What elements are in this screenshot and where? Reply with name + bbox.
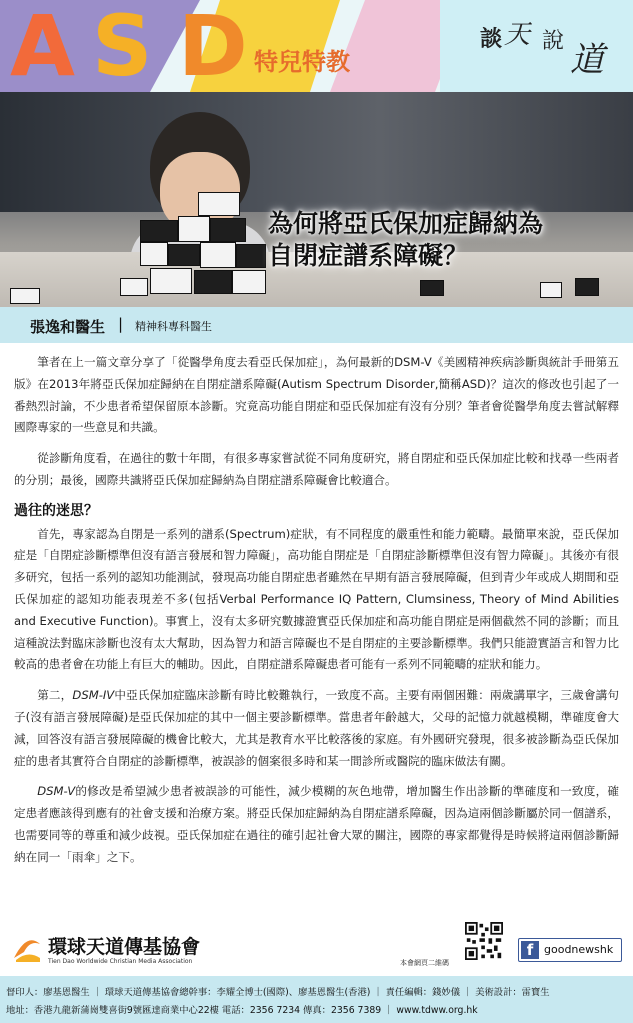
author-role: 精神科專科醫生 [135,320,212,333]
paragraph-4-prefix: 第二， [37,688,73,703]
article-title-line-2: 自閉症譜系障礙？ [268,241,469,270]
organization-name-chinese: 環球天道傳基協會 [48,936,201,958]
asd-letter-a: A [10,0,76,92]
toy-block [140,220,178,242]
qr-code-icon[interactable] [465,922,503,960]
brand-char-2: 天 [504,20,531,50]
logo-mark-icon [10,930,44,964]
toy-block [194,270,232,294]
organization-name-english: Tien Dao Worldwide Christian Media Association [48,958,193,965]
credits-bar [0,976,633,1023]
header-banner [0,0,633,92]
author-bar [0,307,633,343]
article-title-line-1: 為何將亞氏保加症歸納為 [268,209,544,238]
toy-block [575,278,599,296]
toy-block [540,282,562,298]
paragraph-4-text: 中亞氏保加症臨床診斷有時比較難執行，一致度不高。主要有兩個困難：兩歲講單字，三歲會講句子(沒有語言發展障礙)是亞氏保加症的其中一個主要診斷標準。當患者年齡越大，父母的記憶力就越模糊，準確度會大減，回答沒有語言發展障礙的機會比較大，尤其是教育水平比較落後的家庭。有外國研究發現，很多被診斷為亞氏保加症的患者其實符合自閉症的診斷標準，被誤診的個案很多時和某一間診所或醫院的臨床做法有關。 [14,688,619,768]
paragraph-3: 首先，專家認為自閉是一系列的譜系(Spectrum)症狀，有不同程度的嚴重性和能力範疇。最簡單來說，亞氏保加症是「自閉症診斷標準但沒有語言發展和智力障礙」，高功能自閉症是「自閉症診斷標準但沒有智力障礙」。其後亦有很多研究，包括一系列的認知功能測試，發現高功能自閉症患者雖然在早期有語言發展障礙，但到青少年或成人期間和亞氏保加症的認知功能表現差不多(包括Verbal Performance IQ Pattern, Clumsiness, Theory of Mind Abilities and Executive Function)。事實上，沒有太多研究數據證實亞氏保加症和高功能自閉症是兩個截然不同的診斷；而且這種說法對臨床診斷也沒有太大幫助，因為智力和語言障礙也不是自閉症的主要診斷標準。我們只能證實語言和智力比較高的患者會在功能上有巨大的輔助。因此，自閉症譜系障礙患者可能有一系列不同範疇的症狀和能力。 [14,526,619,672]
toy-block [198,192,240,216]
toy-block [178,216,210,242]
toy-block [168,244,200,266]
paragraph-1: 筆者在上一篇文章分享了「從醫學角度去看亞氏保加症」，為何最新的DSM-V《美國精神疾病診斷與統計手冊第五版》在2013年將亞氏保加症歸納在自閉症譜系障礙(Autism Spectrum Disorder,簡稱ASD)？這次的修改也引起了一番熱烈討論，不少患者希望保留原本診斷。究竟高功能自閉症和亞氏保加症有沒有分別？筆者會從醫學角度去嘗試解釋國際專家的一些意見和共識。 [14,355,619,435]
brand-char-4: 道 [570,40,604,80]
brand-logo [480,14,620,78]
section-heading: 過往的迷思？ [14,502,98,519]
author-separator: | [118,315,124,333]
toy-block [120,278,148,296]
paragraph-4 [14,685,619,772]
contact-line: 地址：香港九龍新蒲崗雙喜街9號匯達商業中心22樓 電話：2356 7234 傳真：2356 7389 ｜ www.tdww.org.hk [6,1005,478,1016]
toy-block [200,242,236,268]
facebook-handle: goodnewshk [544,943,614,956]
paragraph-5-text: 的修改是希望減少患者被誤診的可能性，減少模糊的灰色地帶，增加醫生作出診斷的準確度和一致度，確定患者應該得到應有的社會支援和治療方案。將亞氏保加症歸納為自閉症譜系障礙，因為這兩個診斷屬於同一個譜系，也需要同等的尊重和減少歧視。亞氏保加症在過往的確引起社會大眾的關注，國際的專家都覺得是時候將這兩個診斷歸納在同一「雨傘」之下。 [14,784,619,864]
facebook-link[interactable] [518,938,622,962]
asd-letter-s: S [92,0,153,92]
column-tagline: 特兒特教 [254,48,350,76]
footer-logos [0,920,633,975]
asd-letter-d: D [178,0,248,92]
article-body [14,352,619,878]
toy-block [420,280,444,296]
toy-block [236,244,266,268]
hero-background [0,92,633,212]
paragraph-5 [14,781,619,868]
hero-photo [0,92,633,307]
article-title [268,208,543,272]
paragraph-2: 從診斷角度看，在過往的數十年間，有很多專家嘗試從不同角度研究，將自閉症和亞氏保加症比較和找尋一些兩者的分別；最後，國際共識將亞氏保加症歸納為自閉症譜系障礙會比較適合。 [14,451,619,487]
toy-block [232,270,266,294]
qr-code-label: 本會網頁二維碼 [400,959,449,967]
toy-block [140,242,168,266]
author-name: 張逸和醫生 [30,318,106,336]
brand-char-1: 談 [480,27,503,52]
toy-block [210,218,246,242]
credits-line: 督印人：廖基恩醫生 ｜ 環球天道傳基協會總幹事：李耀全博士(國際)、廖基恩醫生(香港) ｜ 責任編輯：錢妙儀 ｜ 美術設計：雷寶生 [6,987,550,998]
toy-block [150,268,192,294]
dsm-v-term: DSM-V [37,784,76,799]
dsm-iv-term: DSM-IV [72,688,115,703]
toy-block [10,288,40,304]
facebook-icon: f [521,941,539,959]
brand-char-3: 說 [542,29,565,54]
